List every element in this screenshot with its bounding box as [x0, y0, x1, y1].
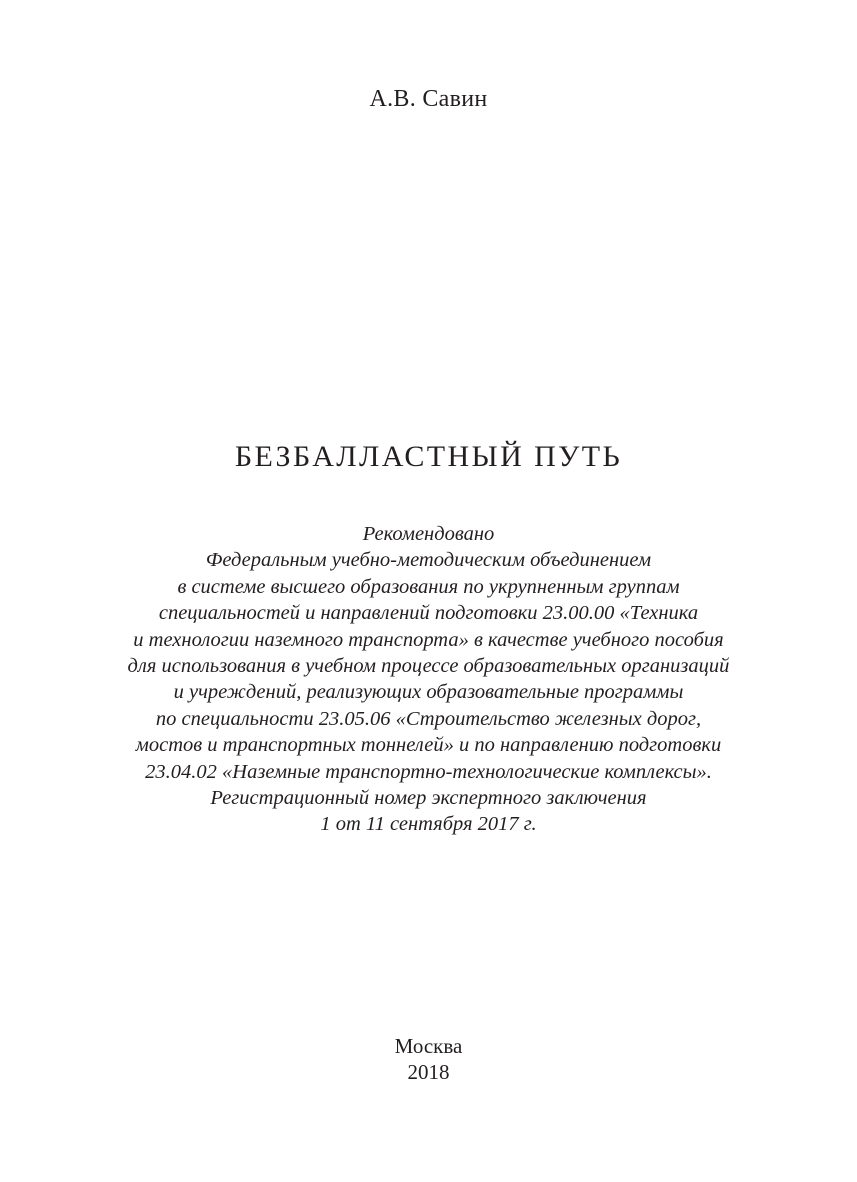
- author-name: А.В. Савин: [369, 86, 488, 112]
- recommendation-line: 23.04.02 «Наземные транспортно-технологические комплексы».: [145, 760, 712, 783]
- recommendation-line: специальностей и направлений подготовки 23.00.00 «Техника: [158, 602, 699, 625]
- recommendation-line: Регистрационный номер экспертного заключения: [210, 787, 647, 810]
- publication-year: 2018: [407, 1060, 450, 1084]
- recommendation-line: мостов и транспортных тоннелей» и по направлению подготовки: [135, 734, 722, 757]
- recommendation-line: для использования в учебном процессе образовательных организаций: [127, 655, 730, 678]
- book-title: БЕЗБАЛЛАСТНЫЙ ПУТЬ: [234, 440, 623, 473]
- publication-city: Москва: [394, 1034, 463, 1058]
- recommendation-line: по специальности 23.05.06 «Строительство железных дорог,: [155, 707, 702, 730]
- recommendation-block: [60, 521, 797, 838]
- recommendation-line: Федеральным учебно-методическим объединением: [205, 549, 652, 572]
- recommendation-line: и технологии наземного транспорта» в качестве учебного пособия: [133, 628, 724, 651]
- recommendation-line: 1 от 11 сентября 2017 г.: [320, 813, 537, 836]
- recommendation-line: в системе высшего образования по укрупненным группам: [177, 575, 680, 598]
- recommendation-line: Рекомендовано: [362, 523, 495, 545]
- recommendation-line: и учреждений, реализующих образовательные программы: [173, 681, 684, 704]
- imprint: [0, 1033, 857, 1085]
